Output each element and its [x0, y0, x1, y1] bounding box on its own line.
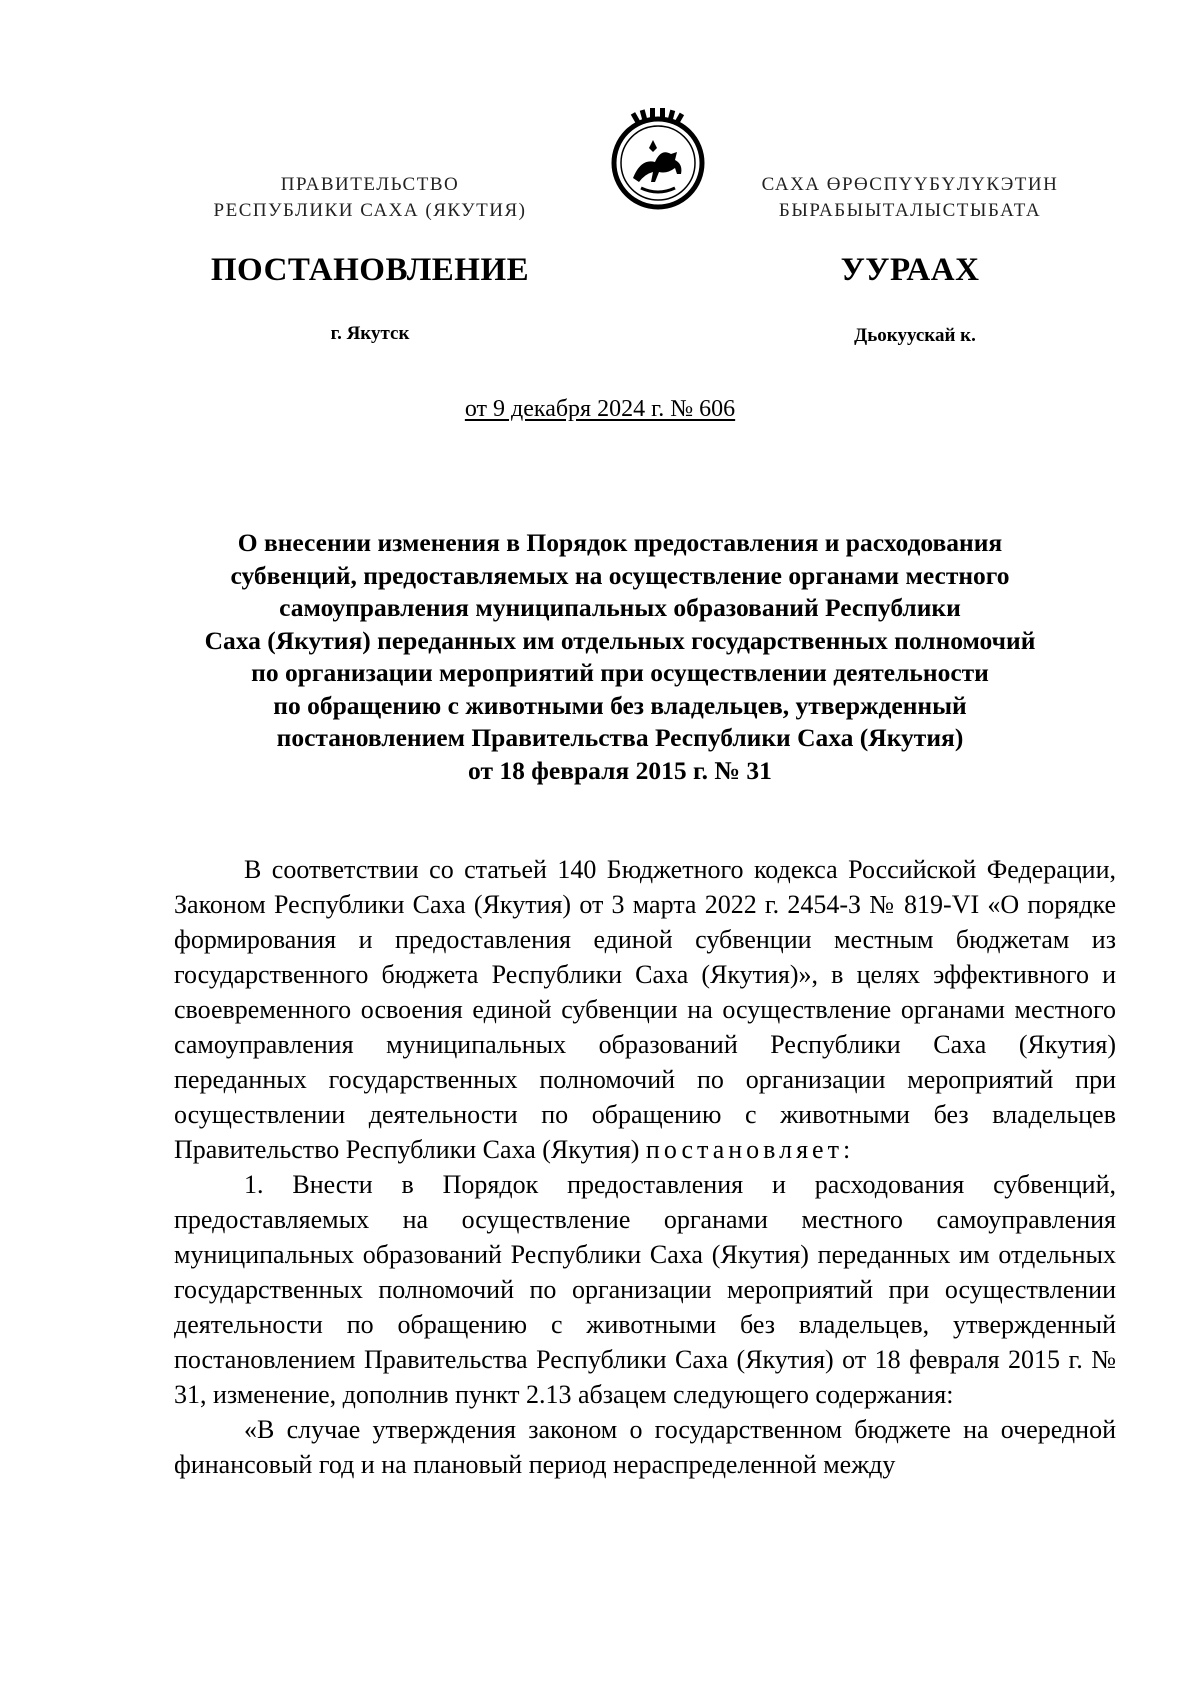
heading-line: Саха (Якутия) переданных им отдельных государственных полномочий: [204, 625, 1036, 655]
coat-of-arms-icon: [605, 108, 711, 214]
date-number-text: от 9 декабря 2024 г. № 606: [464, 396, 736, 422]
heading-line: по организации мероприятий при осуществлении деятельности: [251, 658, 989, 687]
city-sakha: Дьокуускай к.: [854, 325, 976, 346]
city-ru: г. Якутск: [330, 323, 410, 344]
document-date-number: [300, 394, 900, 424]
heading-line: О внесении изменения в Порядок предоставления и расходования: [237, 528, 1003, 557]
preamble-text: В соответствии со статьей 140 Бюджетного кодекса Российской Федерации, Законом Республики Саха (Якутия) от 3 марта 2022 г. 2454-З № 819-VI «О порядке формирования и предоставления единой субвенции местным бюджетам из государственного бюджета Республики Саха (Якутия)», в целях эффективного и своевременного освоения единой субвенции на осуществление органами местного самоуправления муниципальных образований Республики Саха (Якутия) переданных государственных полномочий по организации мероприятий при осуществлении деятельности по обращению с животными без владельцев Правительство Республики Саха (Якутия): [174, 855, 1116, 1164]
right-org-line2: БЫРАБЫЫТАЛЫСТЫБАТА: [778, 200, 1042, 221]
heading-line: субвенций, предоставляемых на осуществление органами местного: [230, 560, 1010, 590]
heading-line: по обращению с животными без владельцев, утвержденный: [273, 690, 967, 720]
preamble-colon: :: [842, 1135, 851, 1164]
preamble-keyword: постановляет: [645, 1135, 843, 1164]
doc-type-sakha: УУРААХ: [840, 252, 980, 288]
left-org-name: [160, 172, 580, 224]
document-body: [174, 852, 1116, 1482]
left-org-line2: РЕСПУБЛИКИ САХА (ЯКУТИЯ): [213, 200, 527, 221]
item-1-paragraph: 1. Внести в Порядок предоставления и расходования субвенций, предоставляемых на осуществление органами местного самоуправления муниципальных образований Республики Саха (Якутия) переданных им отдельных государственных полномочий по организации мероприятий при осуществлении деятельности по обращению с животными без владельцев, утвержденный постановлением Правительства Республики Саха (Якутия) от 18 февраля 2015 г. № 31, изменение, дополнив пункт 2.13 абзацем следующего содержания:: [174, 1170, 1116, 1409]
quote-paragraph: «В случае утверждения законом о государственном бюджете на очередной финансовый год и на плановый период нераспределенной между: [174, 1415, 1116, 1479]
heading-line: от 18 февраля 2015 г. № 31: [468, 755, 772, 785]
left-org-line1: ПРАВИТЕЛЬСТВО: [280, 174, 460, 195]
doc-type-ru: ПОСТАНОВЛЕНИЕ: [210, 252, 530, 288]
preamble-paragraph: [174, 852, 1116, 1167]
right-org-line1: САХА ӨРӨСПҮҮБҮЛҮКЭТИН: [761, 174, 1059, 195]
heading-line: постановлением Правительства Республики Саха (Якутия): [276, 723, 964, 752]
right-org-name: [700, 172, 1120, 224]
heading-line: самоуправления муниципальных образований Республики: [279, 593, 961, 622]
document-heading: [160, 527, 1080, 787]
